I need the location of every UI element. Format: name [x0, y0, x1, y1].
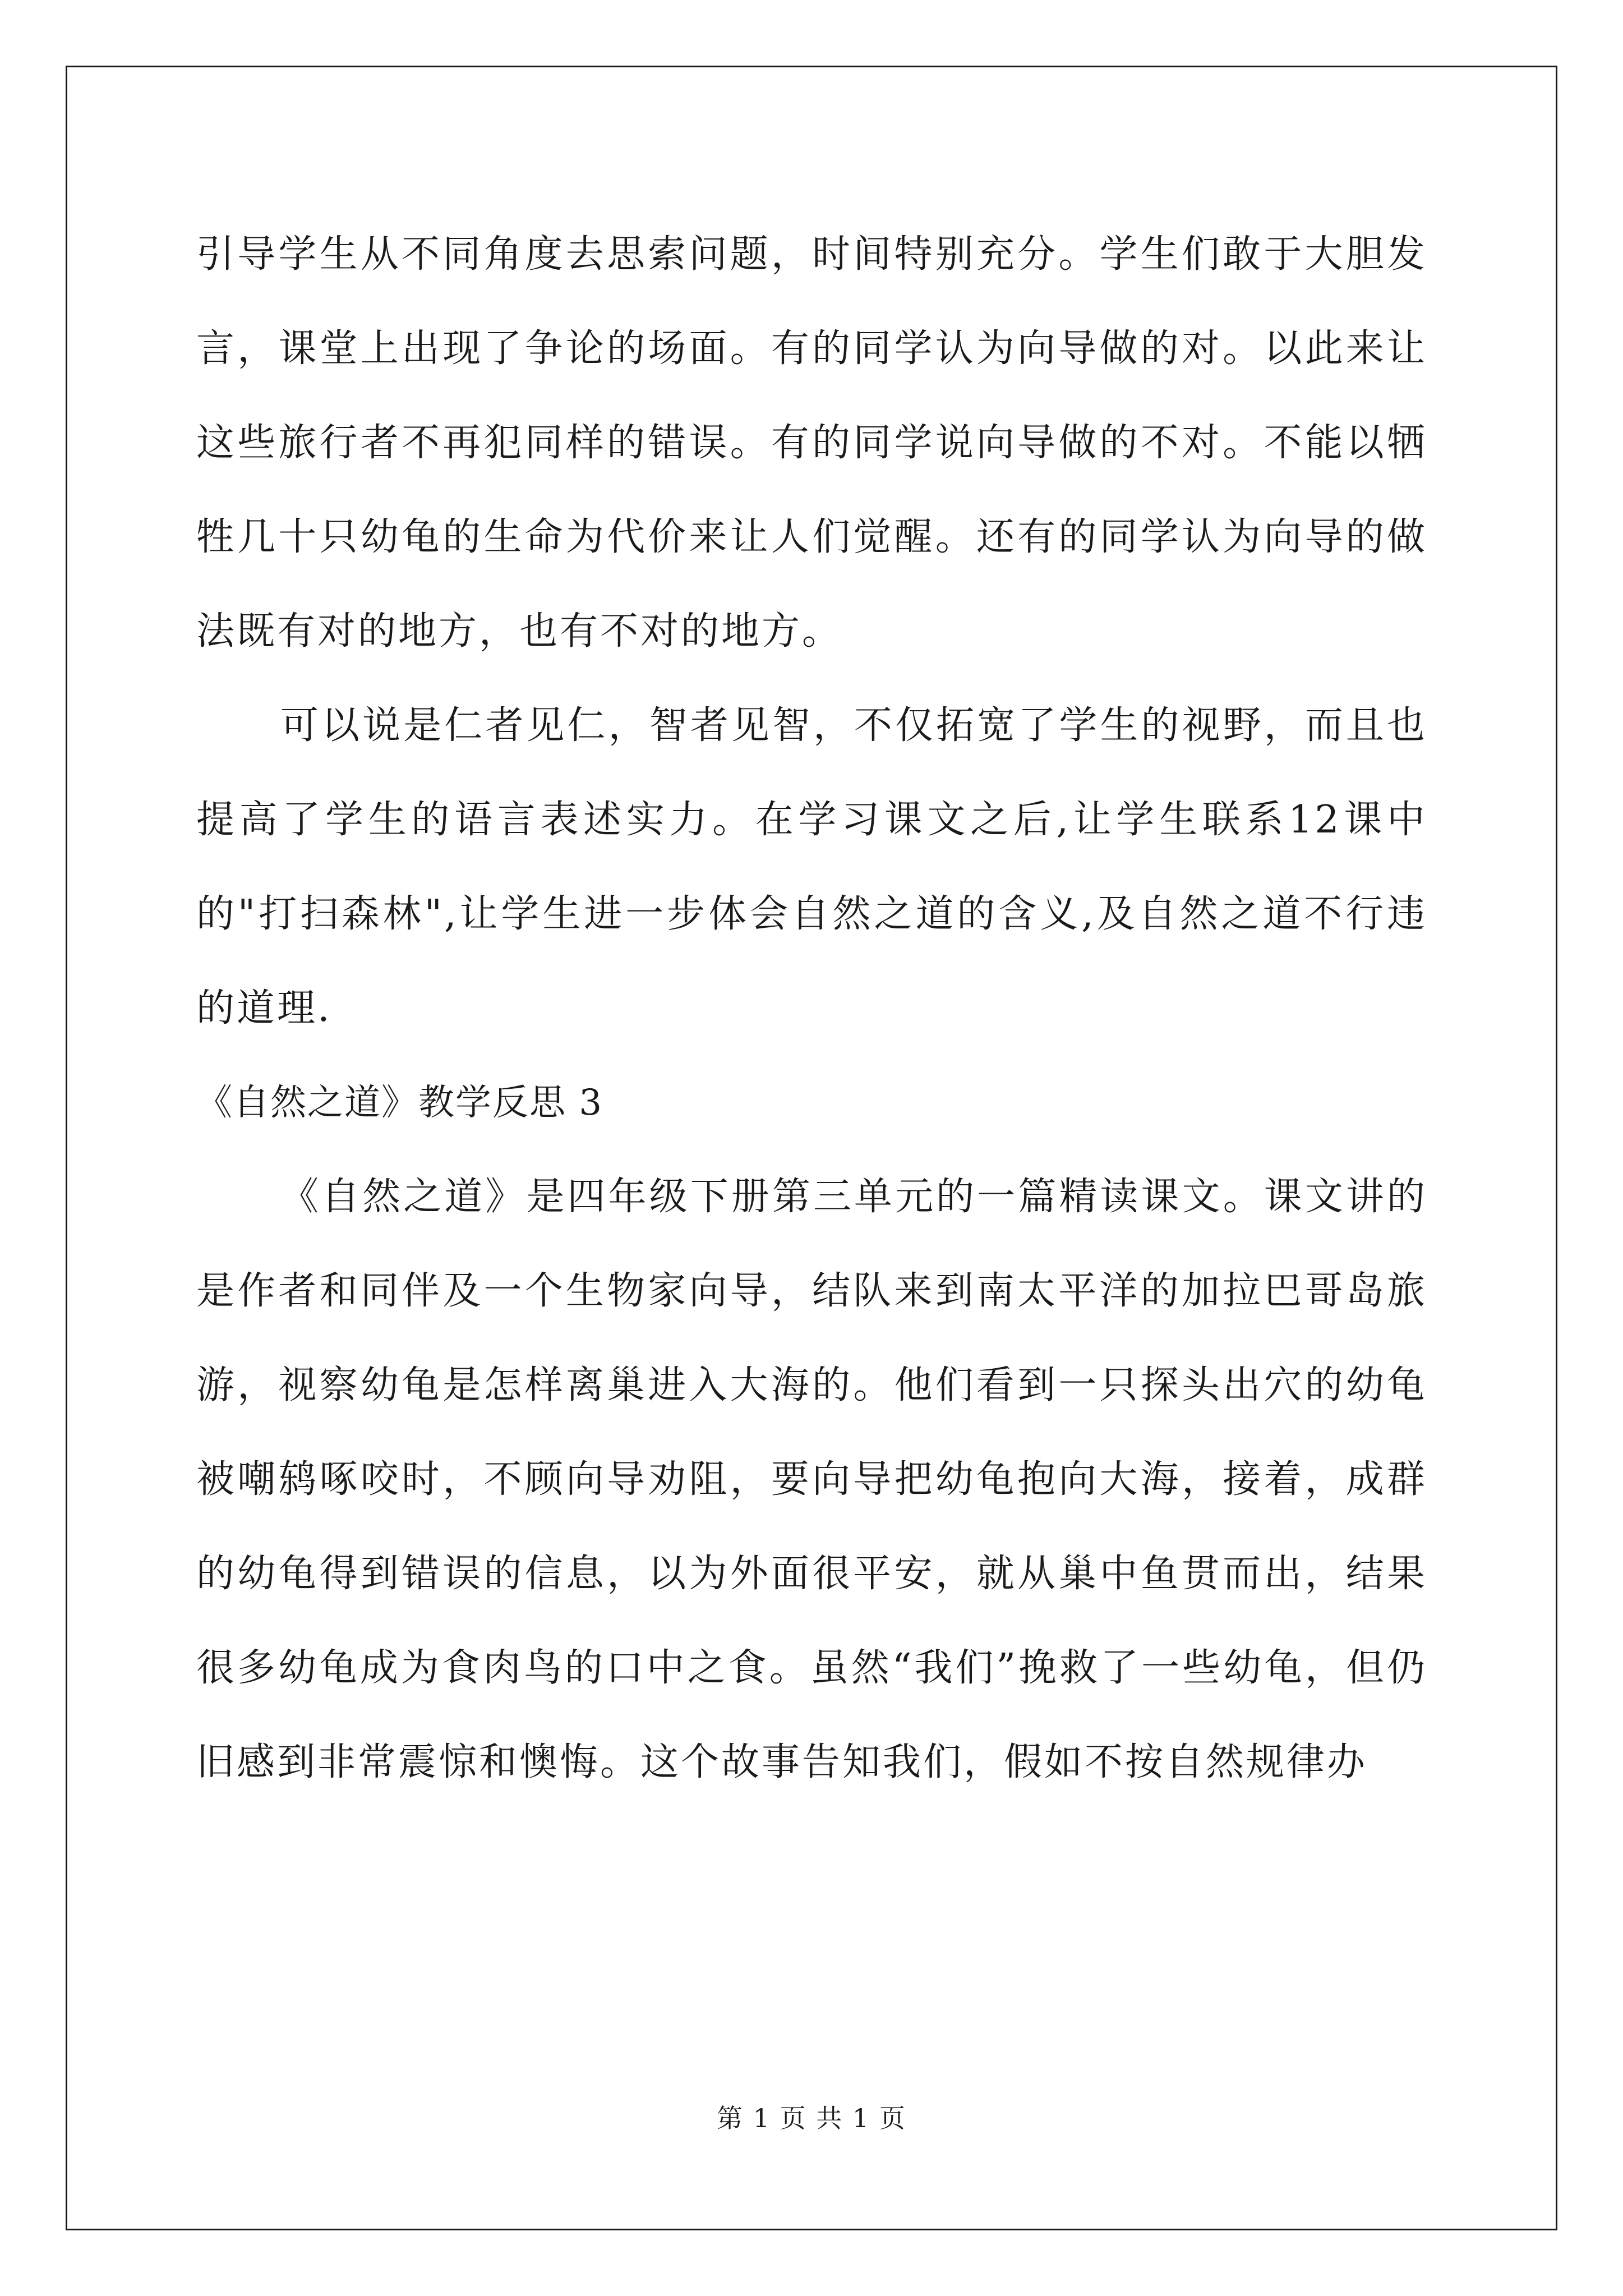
- paragraph-1: 引导学生从不同角度去思索问题，时间特别充分。学生们敢于大胆发言，课堂上出现了争论的场面。有的同学认为向导做的对。以此来让这些旅行者不再犯同样的错误。有的同学说向导做的不对。不能以牺牲几十只幼龟的生命为代价来让人们觉醒。还有的同学认为向导的做法既有对的地方，也有不对的地方。: [196, 232, 1427, 654]
- document-body: [196, 208, 1427, 1810]
- page-footer: 第 1 页 共 1 页: [717, 2103, 906, 2133]
- paragraph-2: 可以说是仁者见仁，智者见智，不仅拓宽了学生的视野，而且也提高了学生的语言表述实力。在学习课文之后,让学生联系12课中的"打扫森林",让学生进一步体会自然之道的含义,及自然之道不行违的道理.: [196, 703, 1427, 1030]
- section-paragraph-1: 《自然之道》是四年级下册第三单元的一篇精读课文。课文讲的是作者和同伴及一个生物家向导，结队来到南太平洋的加拉巴哥岛旅游，视察幼龟是怎样离巢进入大海的。他们看到一只探头出穴的幼龟被嘲鸫啄咬时，不顾向导劝阻，要向导把幼龟抱向大海，接着，成群的幼龟得到错误的信息，以为外面很平安，就从巢中鱼贯而出，结果很多幼龟成为食肉鸟的口中之食。虽然“我们”挽救了一些幼龟，但仍旧感到非常震惊和懊悔。这个故事告知我们，假如不按自然规律办: [196, 1175, 1427, 1784]
- section-heading: 《自然之道》教学反思 3: [196, 1082, 603, 1124]
